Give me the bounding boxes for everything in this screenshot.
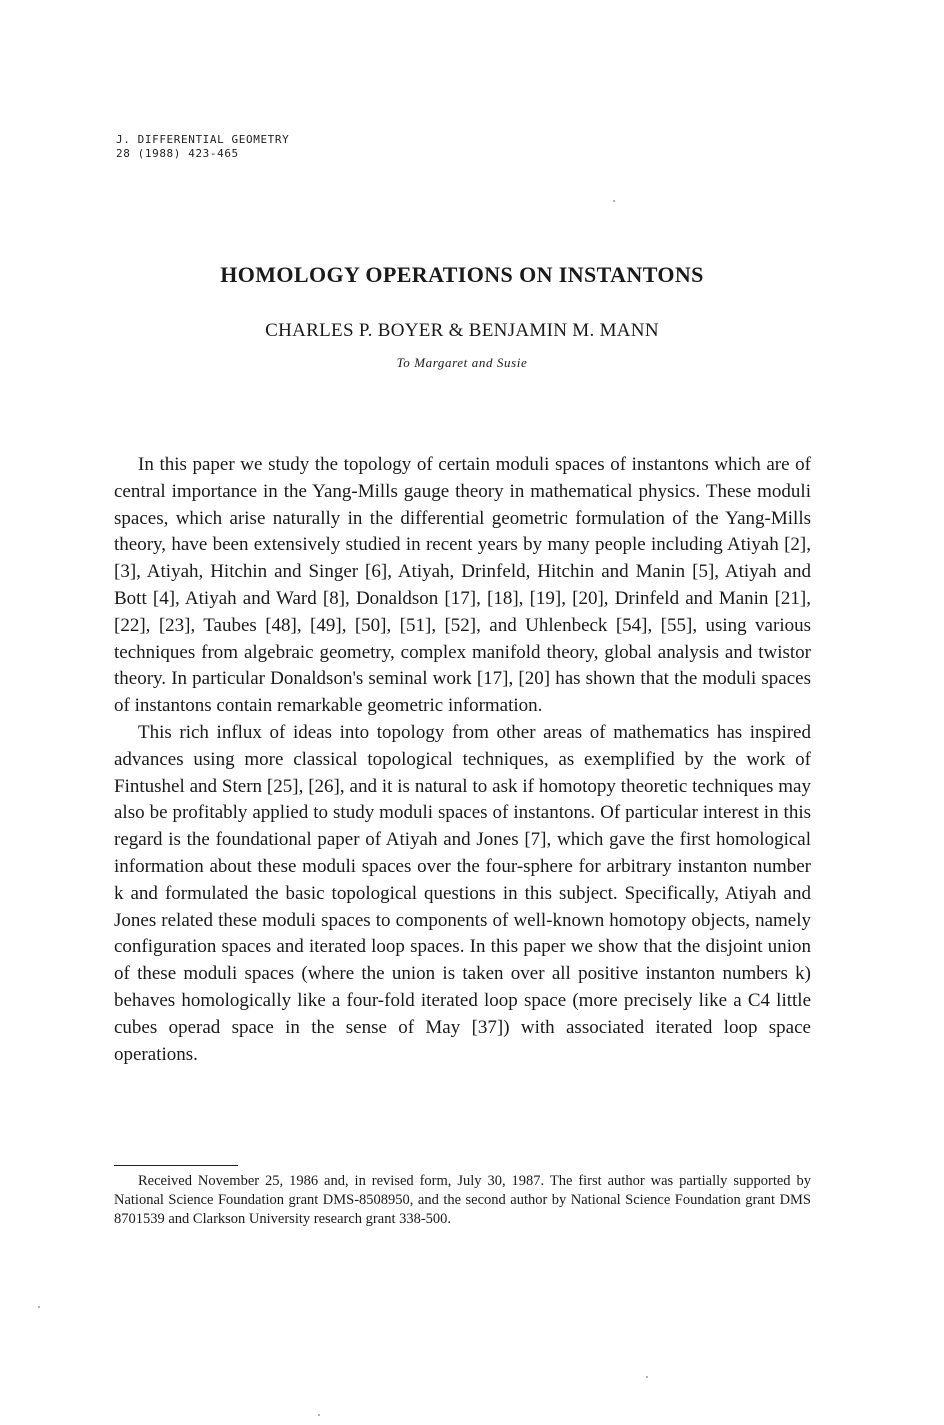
scan-speck	[318, 1414, 320, 1416]
body-text	[114, 452, 811, 1068]
scan-speck	[38, 1306, 40, 1308]
footnote-rule	[114, 1165, 238, 1166]
paper-title: HOMOLOGY OPERATIONS ON INSTANTONS	[220, 262, 704, 287]
journal-header	[116, 133, 289, 161]
footnote: Received November 25, 1986 and, in revised form, July 30, 1987. The first author was partially supported by National Science Foundation grant DMS-8508950, and the second author by National Science Foundation grant DMS 8701539 and Clarkson University research grant 338-500.	[114, 1173, 811, 1227]
paragraph-1: In this paper we study the topology of certain moduli spaces of instantons which are of central importance in the Yang-Mills gauge theory in mathematical physics. These moduli spaces, which arise naturally in the differential geometric formulation of the Yang-Mills theory, have been extensively studied in recent years by many people including Atiyah [2], [3], Atiyah, Hitchin and Singer [6], Atiyah, Drinfeld, Hitchin and Manin [5], Atiyah and Bott [4], Atiyah and Ward [8], Donaldson [17], [18], [19], [20], Drinfeld and Manin [21], [22], [23], Taubes [48], [49], [50], [51], [52], and Uhlenbeck [54], [55], using various techniques from algebraic geometry, complex manifold theory, global analysis and twistor theory. In particular Donaldson's seminal work [17], [20] has shown that the moduli spaces of instantons contain remarkable geometric information.	[114, 454, 811, 717]
scan-speck	[613, 200, 615, 202]
paragraph-2: This rich influx of ideas into topology from other areas of mathematics has inspired advances using more classical topological techniques, as exemplified by the work of Fintushel and Stern [25], [26], and it is natural to ask if homotopy theoretic techniques may also be profitably applied to study moduli spaces of instantons. Of particular interest in this regard is the foundational paper of Atiyah and Jones [7], which gave the first homological information about these moduli spaces over the four-sphere for arbitrary instanton number k and formulated the basic topological questions in this subject. Specifically, Atiyah and Jones related these moduli spaces to components of well-known homotopy objects, namely configuration spaces and iterated loop spaces. In this paper we show that the disjoint union of these moduli spaces (where the union is taken over all positive instanton numbers k) behaves homologically like a four-fold iterated loop space (more precisely like a C4 little cubes operad space in the sense of May [37]) with associated iterated loop space operations.	[114, 721, 811, 1065]
volume-info: 28 (1988) 423-465	[116, 147, 239, 160]
journal-name: J. DIFFERENTIAL GEOMETRY	[116, 133, 290, 146]
paper-authors: CHARLES P. BOYER & BENJAMIN M. MANN	[265, 320, 659, 341]
scan-speck	[646, 1376, 648, 1378]
dedication: To Margaret and Susie	[396, 355, 528, 370]
